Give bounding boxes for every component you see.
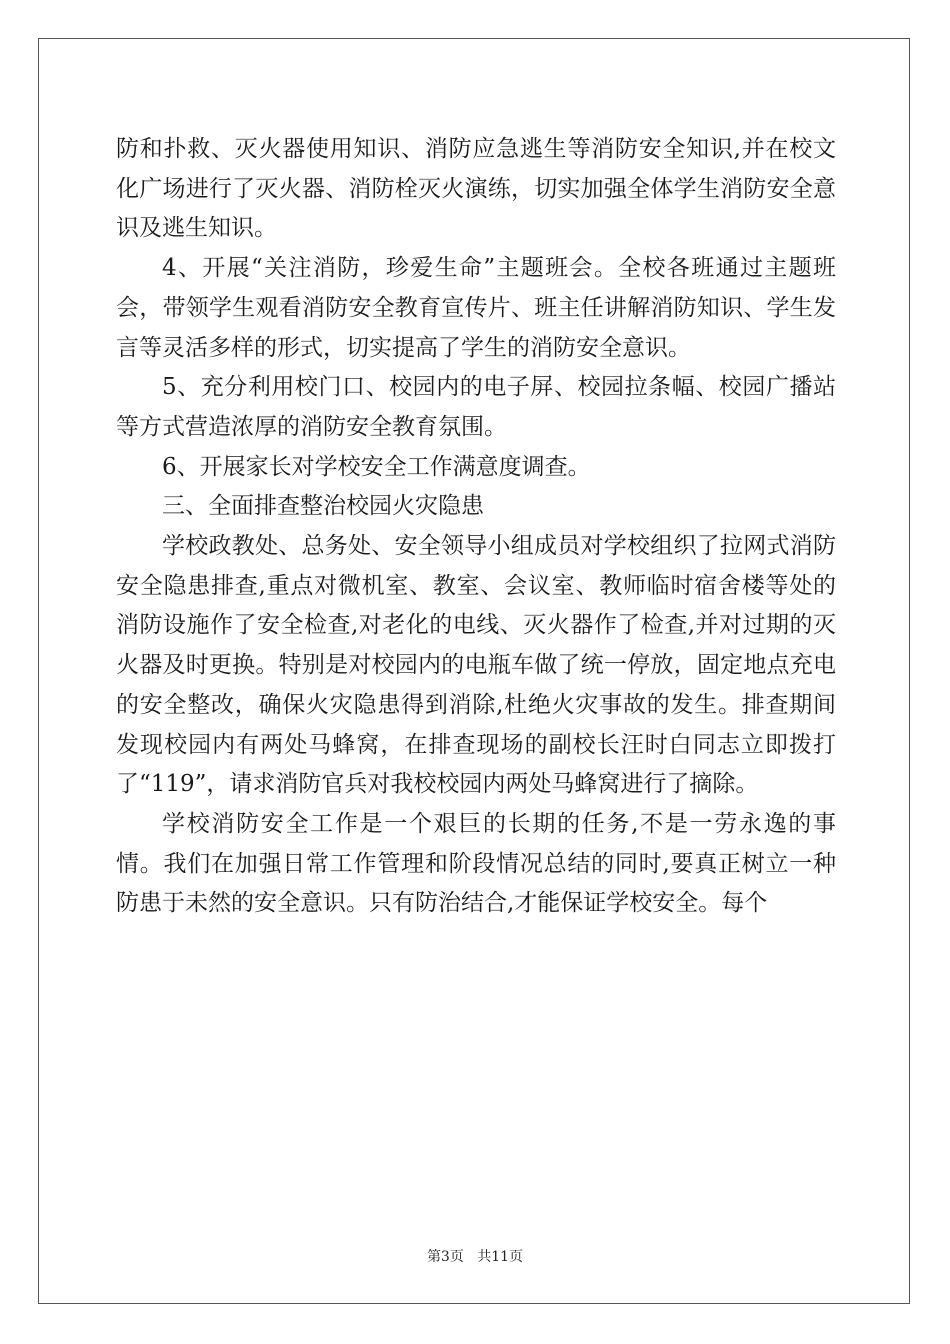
paragraph-1: 防和扑救、灭火器使用知识、消防应急逃生等消防安全知识,并在校文化广场进行了灭火器、消防栓灭火演练，切实加强全体学生消防安全意识及逃生知识。: [116, 136, 836, 242]
section-heading: 三、全面排查整治校园火灾隐患: [162, 493, 484, 520]
document-body: [116, 130, 836, 924]
paragraph-3: 5、充分利用校门口、校园内的电子屏、校园拉条幅、校园广播站等方式营造浓厚的消防安全教育氛围。: [116, 374, 836, 440]
page-footer: [0, 1246, 950, 1266]
paragraph-5: 学校政教处、总务处、安全领导小组成员对学校组织了拉网式消防安全隐患排查,重点对微机室、教室、会议室、教师临时宿舍楼等处的消防设施作了安全检查,对老化的电线、灭火器作了检查,并对过期的灭火器及时更换。特别是对校园内的电瓶车做了统一停放，固定地点充电的安全整改，确保火灾隐患得到消除,杜绝火灾事故的发生。排查期间发现校园内有两处马蜂窝，在排查现场的副校长汪时白同志立即拨打了“119”，请求消防官兵对我校校园内两处马蜂窝进行了摘除。: [116, 533, 836, 798]
paragraph-4: 6、开展家长对学校安全工作满意度调查。: [162, 453, 591, 480]
page-total: 共11页: [477, 1249, 524, 1265]
paragraph-2: 4、开展“关注消防，珍爱生命”主题班会。全校各班通过主题班会，带领学生观看消防安全教育宣传片、班主任讲解消防知识、学生发言等灵活多样的形式，切实提高了学生的消防安全意识。: [116, 255, 836, 361]
page-number: 第3页: [426, 1249, 464, 1265]
paragraph-6: 学校消防安全工作是一个艰巨的长期的任务,不是一劳永逸的事情。我们在加强日常工作管理和阶段情况总结的同时,要真正树立一种防患于未然的安全意识。只有防治结合,才能保证学校安全。每个: [116, 810, 836, 917]
